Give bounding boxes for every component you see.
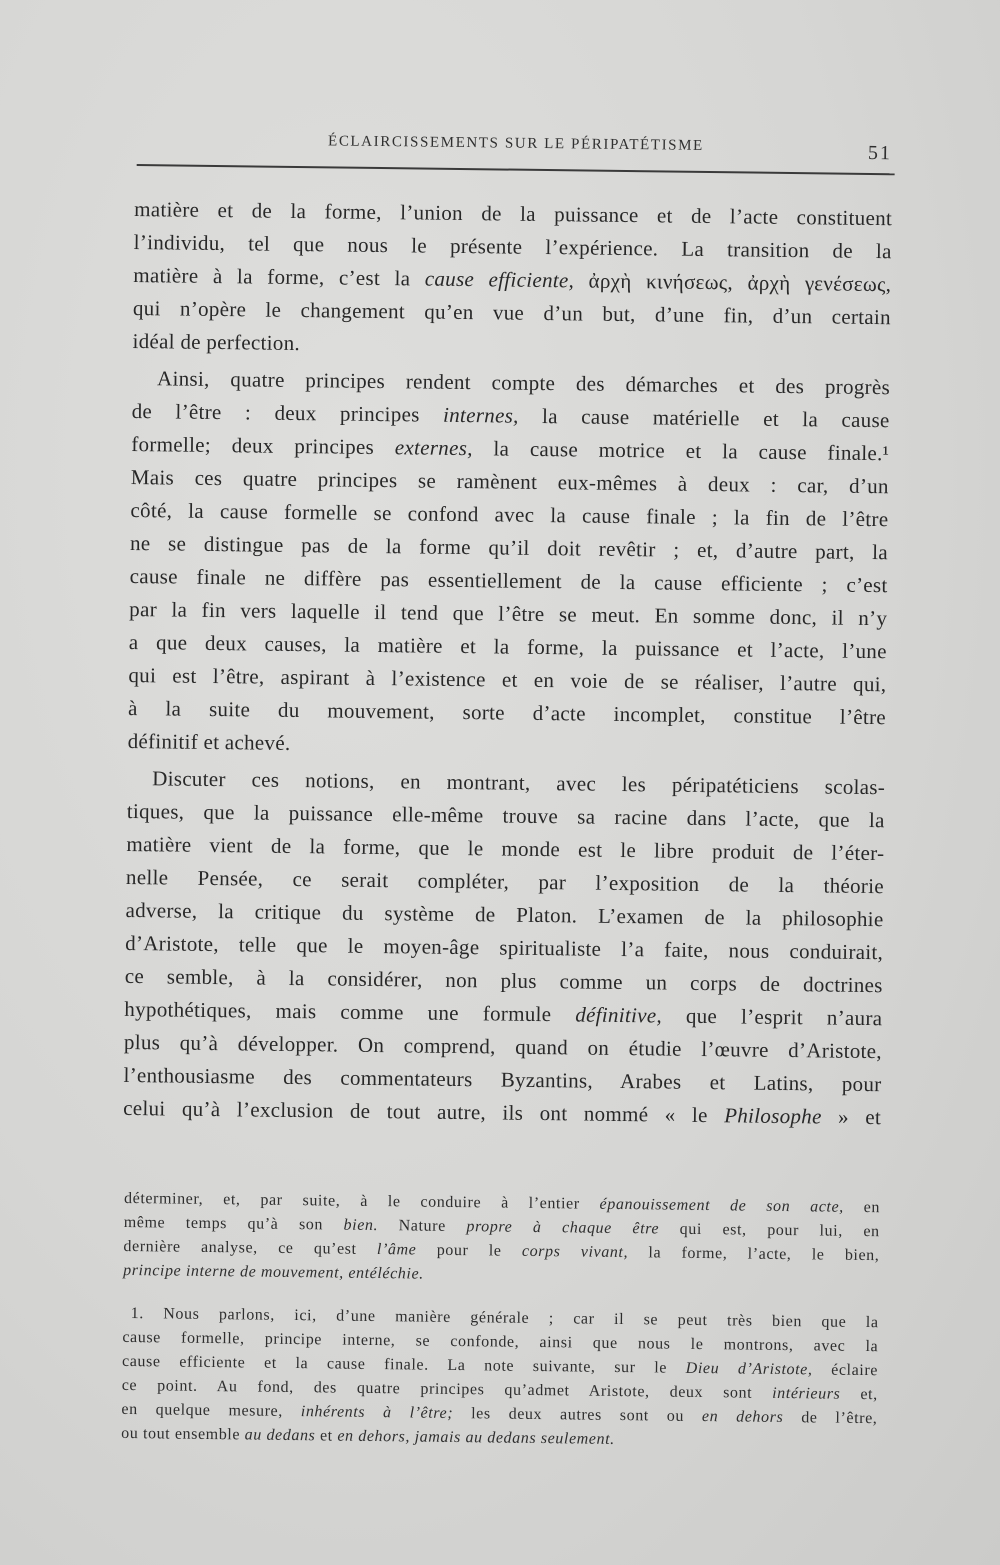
italic-text: en dehors, jamais au dedans seulement.	[337, 1427, 615, 1448]
text-run: la forme, l’acte, le bien,	[628, 1244, 880, 1265]
text-run: » et	[821, 1104, 882, 1130]
running-title: ÉCLAIRCISSEMENTS SUR LE PÉRIPATÉTISME	[328, 133, 704, 154]
text-run: en	[843, 1198, 881, 1217]
italic-text: Dieu d’Aristote,	[685, 1359, 813, 1379]
text-run: d’Aristote, telle que le moyen-âge spiritualiste l’a faite, nous conduirait,	[125, 930, 884, 965]
italic-text: intérieurs	[772, 1384, 841, 1403]
text-run: cause formelle, principe interne, se confonde, ainsi que nous le montrons, avec la	[122, 1328, 879, 1356]
body-paragraph	[123, 762, 885, 1134]
text-run: à la suite du mouvement, sorte d’acte incomplet, constitue l’être	[127, 695, 887, 730]
footnote-1	[121, 1302, 879, 1455]
text-run: par la fin vers laquelle il tend que l’être se meut. En somme donc, il n’y	[129, 596, 888, 631]
text-run: et	[315, 1427, 338, 1445]
text-run: Nature	[378, 1217, 467, 1236]
italic-text: corps vivant,	[521, 1242, 629, 1262]
text-run: que l’esprit n’aura	[661, 1003, 883, 1031]
text-run: qui est l’être, aspirant à l’existence et en voie de se réaliser, l’autre qui,	[128, 662, 887, 697]
italic-text: Philosophe	[724, 1103, 822, 1129]
italic-text: inhérents à l’être;	[300, 1403, 454, 1422]
text-run: ce semble, à la considérer, non plus comme un corps de doctrines	[124, 963, 883, 998]
footnote-continuation	[123, 1187, 880, 1292]
footnotes	[121, 1187, 880, 1455]
italic-text: définitive,	[575, 1002, 663, 1028]
text-run: a que deux causes, la matière et la forme, la puissance et l’acte, l’une	[128, 629, 887, 664]
text-run: l’individu, tel que nous le présente l’expérience. La transition de la	[133, 229, 892, 264]
text-run: plus qu’à développer. On comprend, quand on étudie l’œuvre d’Aristote,	[123, 1029, 883, 1064]
text-run: ne se distingue pas de la forme qu’il doit revêtir ; et, d’autre part, la	[129, 530, 889, 565]
text-run: et,	[840, 1385, 878, 1404]
italic-text: cause efficiente,	[424, 266, 575, 293]
body-paragraph	[132, 193, 892, 367]
text-run: de l’être : deux principes	[131, 398, 444, 427]
text-run: côté, la cause formelle se confond avec la cause finale ; la fin de l’être	[130, 497, 889, 532]
italic-text: principe interne de mouvement, entéléchie.	[123, 1261, 424, 1283]
text-run: matière à la forme, c’est la	[133, 262, 425, 291]
text-run: Discuter ces notions, en montrant, avec les péripatéticiens scolas-	[152, 766, 886, 800]
text-run: l’enthousiasme des commentateurs Byzantins, Arabes et Latins, pour	[123, 1062, 882, 1097]
text-run: hypothétiques, mais comme une formule	[124, 996, 576, 1027]
italic-text: au dedans	[244, 1426, 316, 1445]
text-run: ἀρχὴ κινήσεως, ἀρχὴ γενέσεως,	[573, 268, 892, 297]
header-rule	[137, 164, 895, 175]
italic-text: l’âme	[376, 1241, 417, 1259]
text-run: de l’être,	[783, 1409, 878, 1428]
text-run: la cause motrice et la cause finale.¹	[472, 436, 890, 466]
body-text	[123, 193, 892, 1134]
text-run: celui qu’à l’exclusion de tout autre, ils ont nommé « le	[123, 1095, 725, 1128]
text-run: adverse, la critique du système de Platon. L’examen de la philosophie	[125, 897, 884, 932]
text-run: cause finale ne diffère pas essentiellement de la cause efficiente ; c’est	[129, 563, 888, 598]
italic-text: en dehors	[701, 1408, 784, 1427]
text-run: ou tout ensemble	[121, 1424, 245, 1444]
text-run: tiques, que la puissance elle-même trouve sa racine dans l’acte, que la	[126, 798, 885, 833]
page-number: 51	[867, 141, 893, 165]
text-run: qui n’opère le changement qu’en vue d’un but, d’une fin, d’un certain	[132, 295, 892, 330]
text-run: matière vient de la forme, que le monde est le libre produit de l’éter-	[126, 831, 885, 866]
text-run: éclaire	[812, 1361, 879, 1380]
text-run: déterminer, et, par suite, à le conduire à l’entier	[123, 1189, 600, 1213]
italic-text: bien.	[343, 1216, 379, 1235]
body-paragraph	[127, 362, 890, 767]
text-run: idéal de perfection.	[132, 328, 301, 356]
text-run: la cause matérielle et la cause	[518, 403, 890, 433]
italic-text: externes,	[394, 435, 473, 461]
text-run: formelle; deux principes	[131, 431, 395, 460]
text-run: pour le	[416, 1241, 523, 1260]
text-run: dernière analyse, ce qu’est	[123, 1237, 378, 1259]
text-run: les deux autres sont ou	[453, 1404, 703, 1426]
text-run: même temps qu’à son	[123, 1213, 344, 1234]
text-run: Mais ces quatre principes se ramènent eux-mêmes à deux : car, d’un	[130, 464, 889, 499]
italic-text: propre à chaque être	[466, 1218, 660, 1238]
italic-text: épanouissement de son acte,	[599, 1195, 844, 1216]
text-run: qui est, pour lui, en	[659, 1220, 880, 1241]
text-run: Ainsi, quatre principes rendent compte des démarches et des progrès	[156, 366, 891, 400]
text-run: 1. Nous parlons, ici, d’une manière générale ; car il se peut très bien que la	[130, 1305, 879, 1332]
text-run: matière et de la forme, l’union de la puissance et de l’acte constituent	[134, 196, 893, 231]
text-run: cause efficiente et la cause finale. La note suivante, sur le	[121, 1352, 686, 1377]
italic-text: internes,	[442, 402, 519, 428]
text-run: en quelque mesure,	[121, 1400, 301, 1421]
text-run: ce point. Au fond, des quatre principes qu’admet Aristote, deux sont	[121, 1376, 773, 1402]
text-run: définitif et achevé.	[127, 728, 291, 755]
text-run: nelle Pensée, ce serait compléter, par l’exposition de la théorie	[125, 864, 885, 899]
